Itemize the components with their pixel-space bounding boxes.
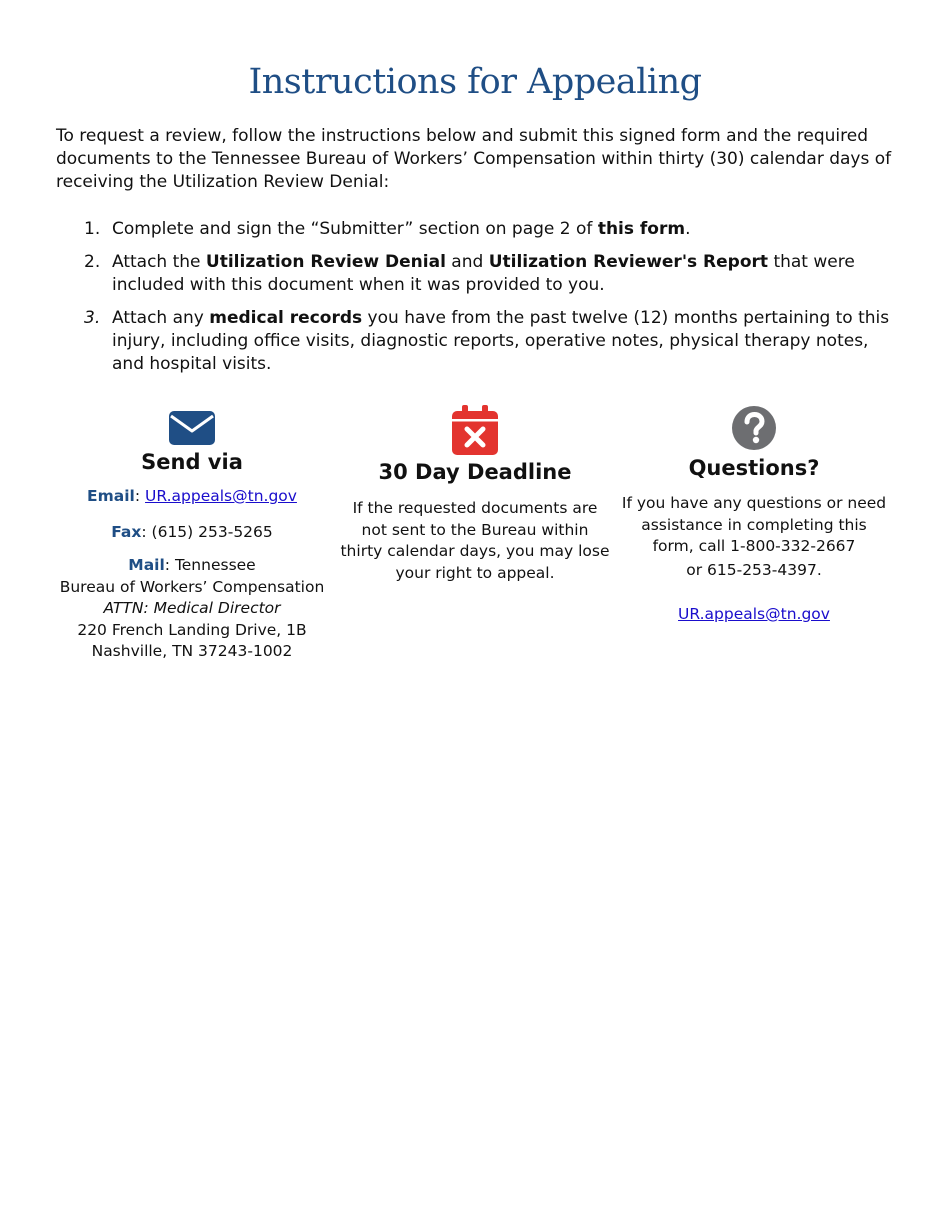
fax-number: (615) 253-5265 [151, 522, 273, 541]
questions-section [619, 400, 889, 626]
deadline-heading: 30 Day Deadline [378, 460, 572, 484]
question-circle-icon [731, 405, 777, 451]
step-number: 1. [84, 219, 101, 239]
step-text: . [685, 219, 691, 239]
questions-heading: Questions? [688, 456, 820, 480]
step-text: you have from the past twelve (12) months pertaining to this injury, including office visits, diagnostic reports, operative notes, physical therapy notes, and hospital visits. [112, 308, 890, 374]
questions-phone: or 615-253-4397. [686, 560, 822, 579]
mail-line: ATTN: Medical Director [103, 599, 281, 617]
step-text-bold: this form [597, 219, 686, 239]
page-title: Instructions for Appealing [248, 62, 702, 102]
envelope-icon [168, 410, 216, 446]
email-line: Email: UR.appeals@tn.gov [87, 487, 297, 505]
step-item [56, 307, 901, 376]
step-text-bold: medical records [209, 308, 363, 328]
deadline-section [340, 400, 610, 584]
mail-block: Mail: Tennessee Bureau of Workers’ Compensation ATTN: Medical Director 220 French Landing Drive, 1B Nashville, TN 37243-1002 [59, 556, 325, 660]
steps-list [56, 218, 901, 386]
step-number: 2. [84, 252, 101, 272]
step-number: 3. [84, 308, 101, 328]
email-link[interactable]: UR.appeals@tn.gov [145, 487, 297, 505]
step-text: that were included with this document when it was provided to you. [112, 252, 855, 295]
questions-text: If you have any questions or need assistance in completing this form, call 1-800-332-2667 [621, 494, 887, 555]
calendar-x-icon [451, 404, 499, 456]
questions-email-line [619, 604, 889, 626]
step-text: and [445, 252, 489, 272]
step-item [56, 218, 901, 241]
send-via-section [57, 400, 327, 663]
step-text-bold: Utilization Reviewer's Report [488, 252, 769, 272]
step-item [56, 251, 901, 297]
deadline-text: If the requested documents are not sent to the Bureau within thirty calendar days, you may lose your right to appeal. [340, 499, 610, 582]
step-text: Complete and sign the “Submitter” section on page 2 of [112, 219, 598, 239]
intro-paragraph: To request a review, follow the instructions below and submit this signed form and the required documents to the Tennessee Bureau of Workers’ Compensation within thirty (30) calendar days of receiving the Utilization Review Denial: [56, 126, 892, 192]
fax-line: Fax: (615) 253-5265 [111, 522, 273, 541]
mail-label: Mail [128, 556, 165, 574]
questions-email-link[interactable]: UR.appeals@tn.gov [678, 605, 830, 623]
step-text: Attach any [112, 308, 210, 328]
fax-label: Fax [111, 522, 142, 541]
send-via-heading: Send via [141, 450, 243, 474]
mail-line: 220 French Landing Drive, 1B [77, 620, 307, 639]
mail-line: Bureau of Workers’ Compensation [59, 577, 325, 596]
mail-line: Tennessee [174, 556, 256, 574]
step-text-bold: Utilization Review Denial [205, 252, 446, 272]
email-label: Email [87, 487, 135, 505]
mail-line: Nashville, TN 37243-1002 [91, 642, 293, 660]
step-text: Attach the [112, 252, 206, 272]
